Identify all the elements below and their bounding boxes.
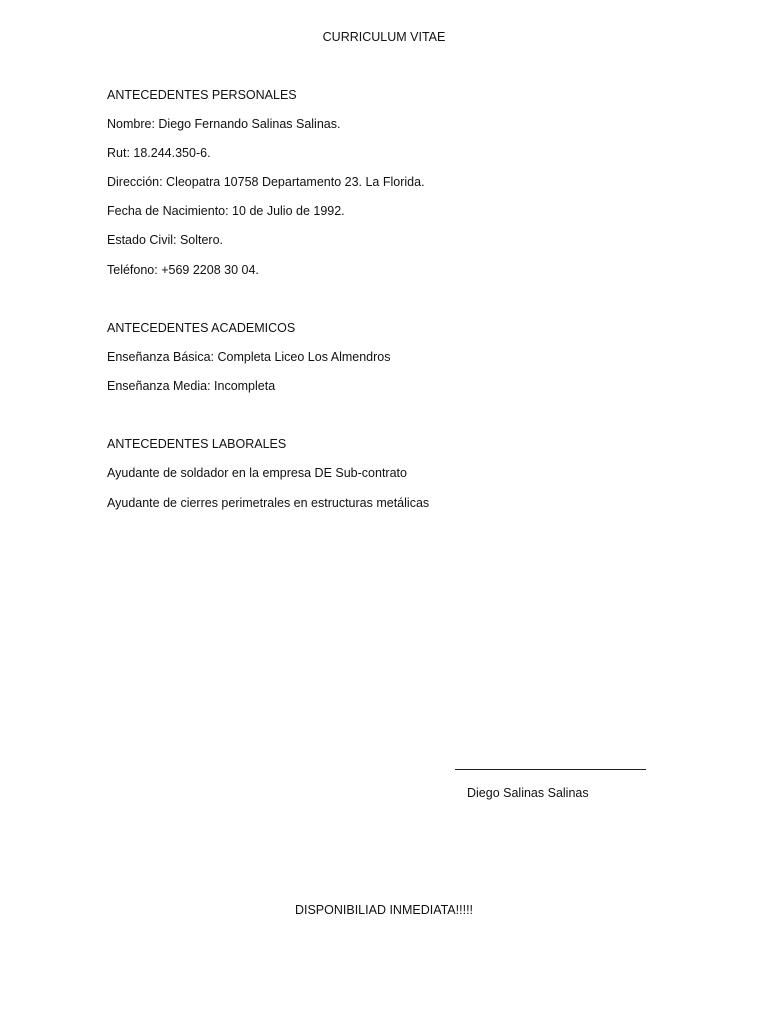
academic-heading: ANTECEDENTES ACADEMICOS (107, 321, 296, 335)
personal-phone: Teléfono: +569 2208 30 04. (107, 263, 259, 277)
personal-address: Dirección: Cleopatra 10758 Departamento 23. La Florida. (107, 175, 425, 189)
personal-rut: Rut: 18.244.350-6. (107, 146, 211, 160)
work-item: Ayudante de soldador en la empresa DE Sub-contrato (107, 466, 407, 480)
availability-note: DISPONIBILIAD INMEDIATA!!!!! (294, 903, 474, 917)
personal-marital-status: Estado Civil: Soltero. (107, 233, 224, 247)
work-item: Ayudante de cierres perimetrales en estructuras metálicas (107, 496, 430, 510)
personal-birthdate: Fecha de Nacimiento: 10 de Julio de 1992. (107, 204, 345, 218)
academic-secondary: Enseñanza Media: Incompleta (107, 379, 276, 393)
work-heading: ANTECEDENTES LABORALES (107, 437, 287, 451)
document-title: CURRICULUM VITAE (322, 30, 446, 44)
personal-name: Nombre: Diego Fernando Salinas Salinas. (107, 117, 341, 131)
signature-line (455, 769, 646, 770)
academic-basic: Enseñanza Básica: Completa Liceo Los Almendros (107, 350, 391, 364)
personal-heading: ANTECEDENTES PERSONALES (107, 88, 297, 102)
signature-name: Diego Salinas Salinas (467, 786, 589, 800)
